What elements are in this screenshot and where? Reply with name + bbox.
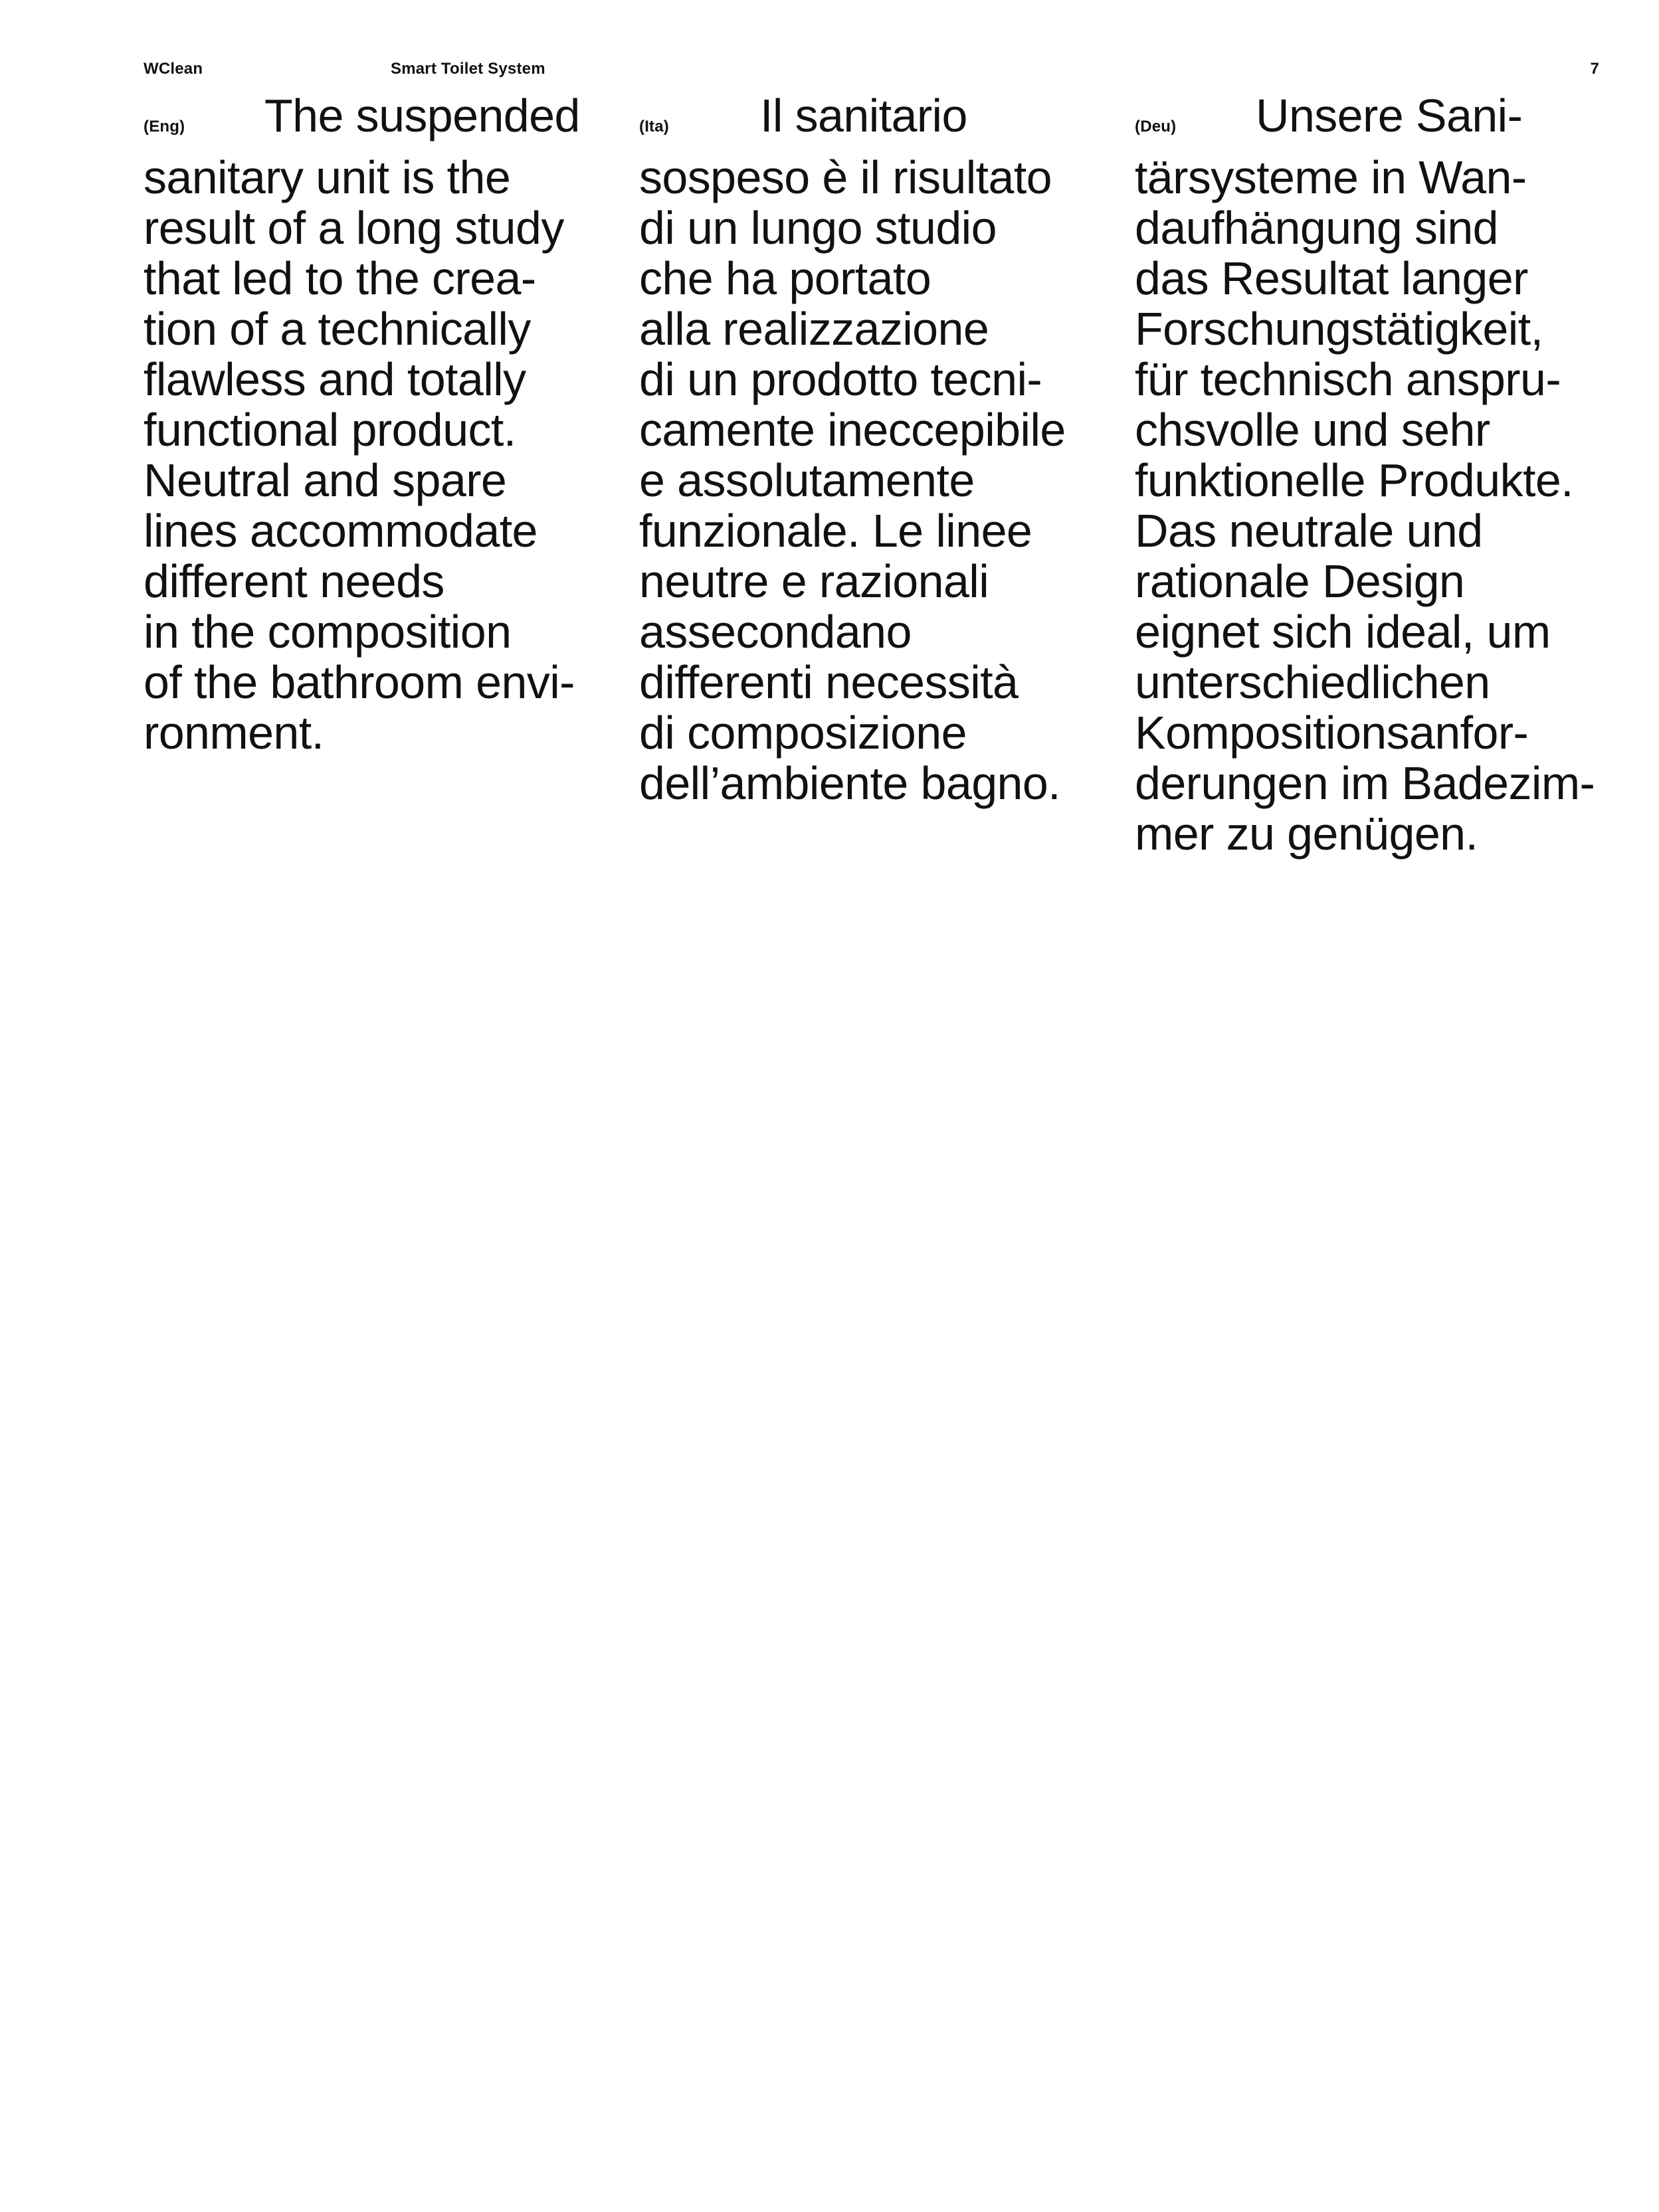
- paragraph-line: Neutral and spare: [144, 454, 507, 506]
- paragraph-line: daufhängung sind: [1135, 202, 1499, 254]
- page-number: 7: [1590, 60, 1599, 78]
- paragraph-line: tion of a technically: [144, 303, 531, 355]
- paragraph-line: result of a long study: [144, 202, 564, 254]
- paragraph-line: sanitary unit is the: [144, 151, 511, 203]
- paragraph-line: chsvolle und sehr: [1135, 404, 1490, 456]
- paragraph-line: Das neutrale und: [1135, 505, 1483, 557]
- paragraph-first-line: [144, 90, 609, 152]
- paragraph-line: derungen im Badezim-: [1135, 757, 1595, 809]
- brand-name: WClean: [144, 60, 203, 78]
- paragraph-line: che ha portato: [639, 252, 931, 304]
- paragraph-line: that led to the crea-: [144, 252, 536, 304]
- text-column-german: [1135, 90, 1600, 859]
- paragraph-line: Kompositionsanfor-: [1135, 707, 1529, 759]
- paragraph-line: flawless and totally: [144, 353, 526, 405]
- text-column-italian: [639, 90, 1104, 808]
- paragraph-line: e assolutamente: [639, 454, 975, 506]
- paragraph-line: di un prodotto tecni-: [639, 353, 1042, 405]
- paragraph-line: of the bathroom envi-: [144, 656, 575, 708]
- paragraph-line: das Resultat langer: [1135, 252, 1528, 304]
- paragraph-line: neutre e razionali: [639, 555, 989, 607]
- paragraph-text: The suspended: [264, 90, 580, 141]
- paragraph-line: unterschiedlichen: [1135, 656, 1490, 708]
- paragraph-first-line: [639, 90, 1104, 152]
- paragraph-line: funzionale. Le linee: [639, 505, 1032, 557]
- paragraph-text: Unsere Sani-: [1256, 90, 1523, 141]
- paragraph-line: dell’ambiente bagno.: [639, 757, 1061, 809]
- paragraph-line: assecondano: [639, 606, 912, 658]
- paragraph-line: lines accommodate: [144, 505, 537, 557]
- paragraph-first-line: [1135, 90, 1600, 152]
- document-title: Smart Toilet System: [391, 60, 545, 78]
- paragraph-line: different needs: [144, 555, 444, 607]
- paragraph-line: camente ineccepibile: [639, 404, 1066, 456]
- text-column-english: [144, 90, 609, 758]
- paragraph-line: tärsysteme in Wan-: [1135, 151, 1527, 203]
- paragraph-line: mer zu genügen.: [1135, 808, 1478, 860]
- paragraph-line: sospeso è il risultato: [639, 151, 1052, 203]
- paragraph-text: Il sanitario: [760, 90, 967, 141]
- paragraph-line: alla realizzazione: [639, 303, 989, 355]
- paragraph-line: functional product.: [144, 404, 516, 456]
- language-tag: (Eng): [144, 118, 185, 136]
- paragraph-line: rationale Design: [1135, 555, 1465, 607]
- paragraph-line: differenti necessità: [639, 656, 1019, 708]
- paragraph-line: Forschungstätigkeit,: [1135, 303, 1543, 355]
- language-tag: (Deu): [1135, 118, 1177, 136]
- paragraph-line: ronment.: [144, 707, 324, 759]
- paragraph-line: in the composition: [144, 606, 512, 658]
- paragraph-line: di composizione: [639, 707, 967, 759]
- paragraph-line: eignet sich ideal, um: [1135, 606, 1551, 658]
- language-tag: (Ita): [639, 118, 669, 136]
- paragraph-line: di un lungo studio: [639, 202, 997, 254]
- paragraph-line: funktionelle Produkte.: [1135, 454, 1574, 506]
- paragraph-line: für technisch anspru-: [1135, 353, 1561, 405]
